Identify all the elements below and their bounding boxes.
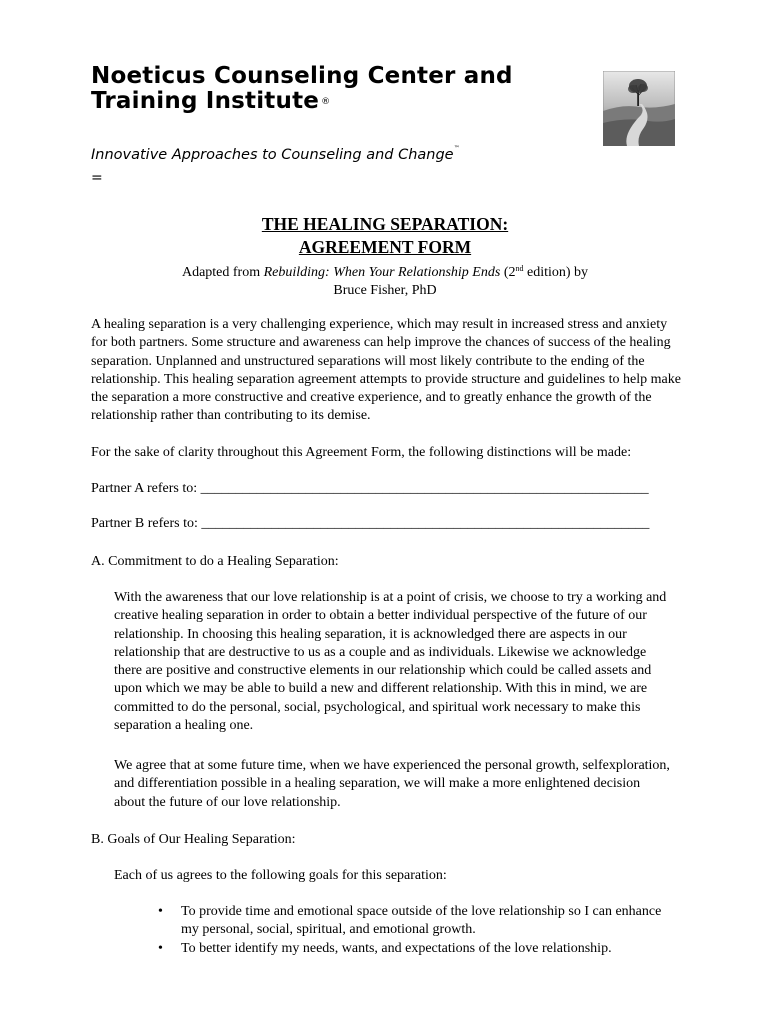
- edition-superscript: nd: [515, 264, 524, 273]
- org-name-line2: [91, 89, 513, 115]
- partner-a-field[interactable]: Partner A refers to: ________________________________________________________________: [91, 481, 649, 496]
- header-mark: =: [91, 170, 103, 186]
- author-name: Bruce Fisher, PhD: [333, 283, 437, 298]
- intro-paragraph: A healing separation is a very challenging experience, which may result in increased stress and anxiety for both partners. Some structure and awareness can help improve the chances of success of the healing separation. Unplanned and unstructured separations will most likely contribute to the ending of the relationship. This healing separation agreement attempts to provide structure and guidelines to help make the separation a more constructive and creative experience, and to greatly enhance the growth of the relationship rather than contributing to its demise.: [91, 317, 681, 424]
- book-title: Rebuilding: When Your Relationship Ends: [263, 265, 501, 280]
- section-a-heading: A. Commitment to do a Healing Separation:: [91, 554, 339, 569]
- bullet-icon: •: [158, 904, 163, 919]
- section-a-paragraph-2: We agree that at some future time, when we have experienced the personal growth, selfexploration, and differentiation possible in a healing separation, we will make a more enlightened decision about the future of our love relationship.: [114, 758, 670, 810]
- adapted-line1: [0, 260, 770, 282]
- registered-mark: ®: [321, 97, 331, 107]
- form-title-line1: THE HEALING SEPARATION:: [261, 214, 509, 234]
- section-b-heading: B. Goals of Our Healing Separation:: [91, 832, 296, 847]
- logo-tree-path-image: [603, 71, 675, 146]
- bullet-icon: •: [158, 940, 163, 956]
- section-b-intro: Each of us agrees to the following goals for this separation:: [114, 868, 447, 883]
- partner-b-field[interactable]: Partner B refers to: ________________________________________________________________: [91, 516, 650, 531]
- section-a-paragraph-1: With the awareness that our love relationship is at a point of crisis, we choose to try a working and creative healing separation in order to obtain a better individual perspective of the future of our relationship. In choosing this healing separation, it is acknowledged there are aspects in our relationship that are destructive to us as a couple and as individuals. Likewise we acknowledge there are positive and constructive elements in our relationship which could be called assets and upon which we may be able to build a new and different relationship. With this in mind, we are committed to do the personal, social, psychological, and spiritual work necessary to make this separation a healing one.: [114, 590, 667, 734]
- org-name-line2-text: Training Institute: [91, 88, 320, 114]
- tagline-text: Innovative Approaches to Counseling and Change: [91, 147, 454, 163]
- adapted-from-credit: [0, 260, 770, 300]
- form-title-line2: AGREEMENT FORM: [298, 237, 472, 257]
- org-name-line1: Noeticus Counseling Center and: [91, 63, 513, 89]
- organization-name: [91, 64, 513, 115]
- goal-text: To provide time and emotional space outside of the love relationship so I can enhance my personal, social, spiritual, and emotional growth.: [181, 904, 662, 938]
- trademark-mark: ™: [453, 145, 460, 152]
- edition-open: (2: [500, 265, 516, 280]
- adapted-prefix: Adapted from: [181, 265, 264, 280]
- goal-text: To better identify my needs, wants, and expectations of the love relationship.: [181, 940, 612, 956]
- clarity-statement: For the sake of clarity throughout this Agreement Form, the following distinctions will be made:: [91, 445, 632, 460]
- goals-list: [158, 903, 678, 958]
- list-item: [158, 903, 678, 940]
- edition-close: edition) by: [523, 265, 589, 280]
- list-item: [158, 940, 678, 958]
- tagline: [91, 145, 460, 163]
